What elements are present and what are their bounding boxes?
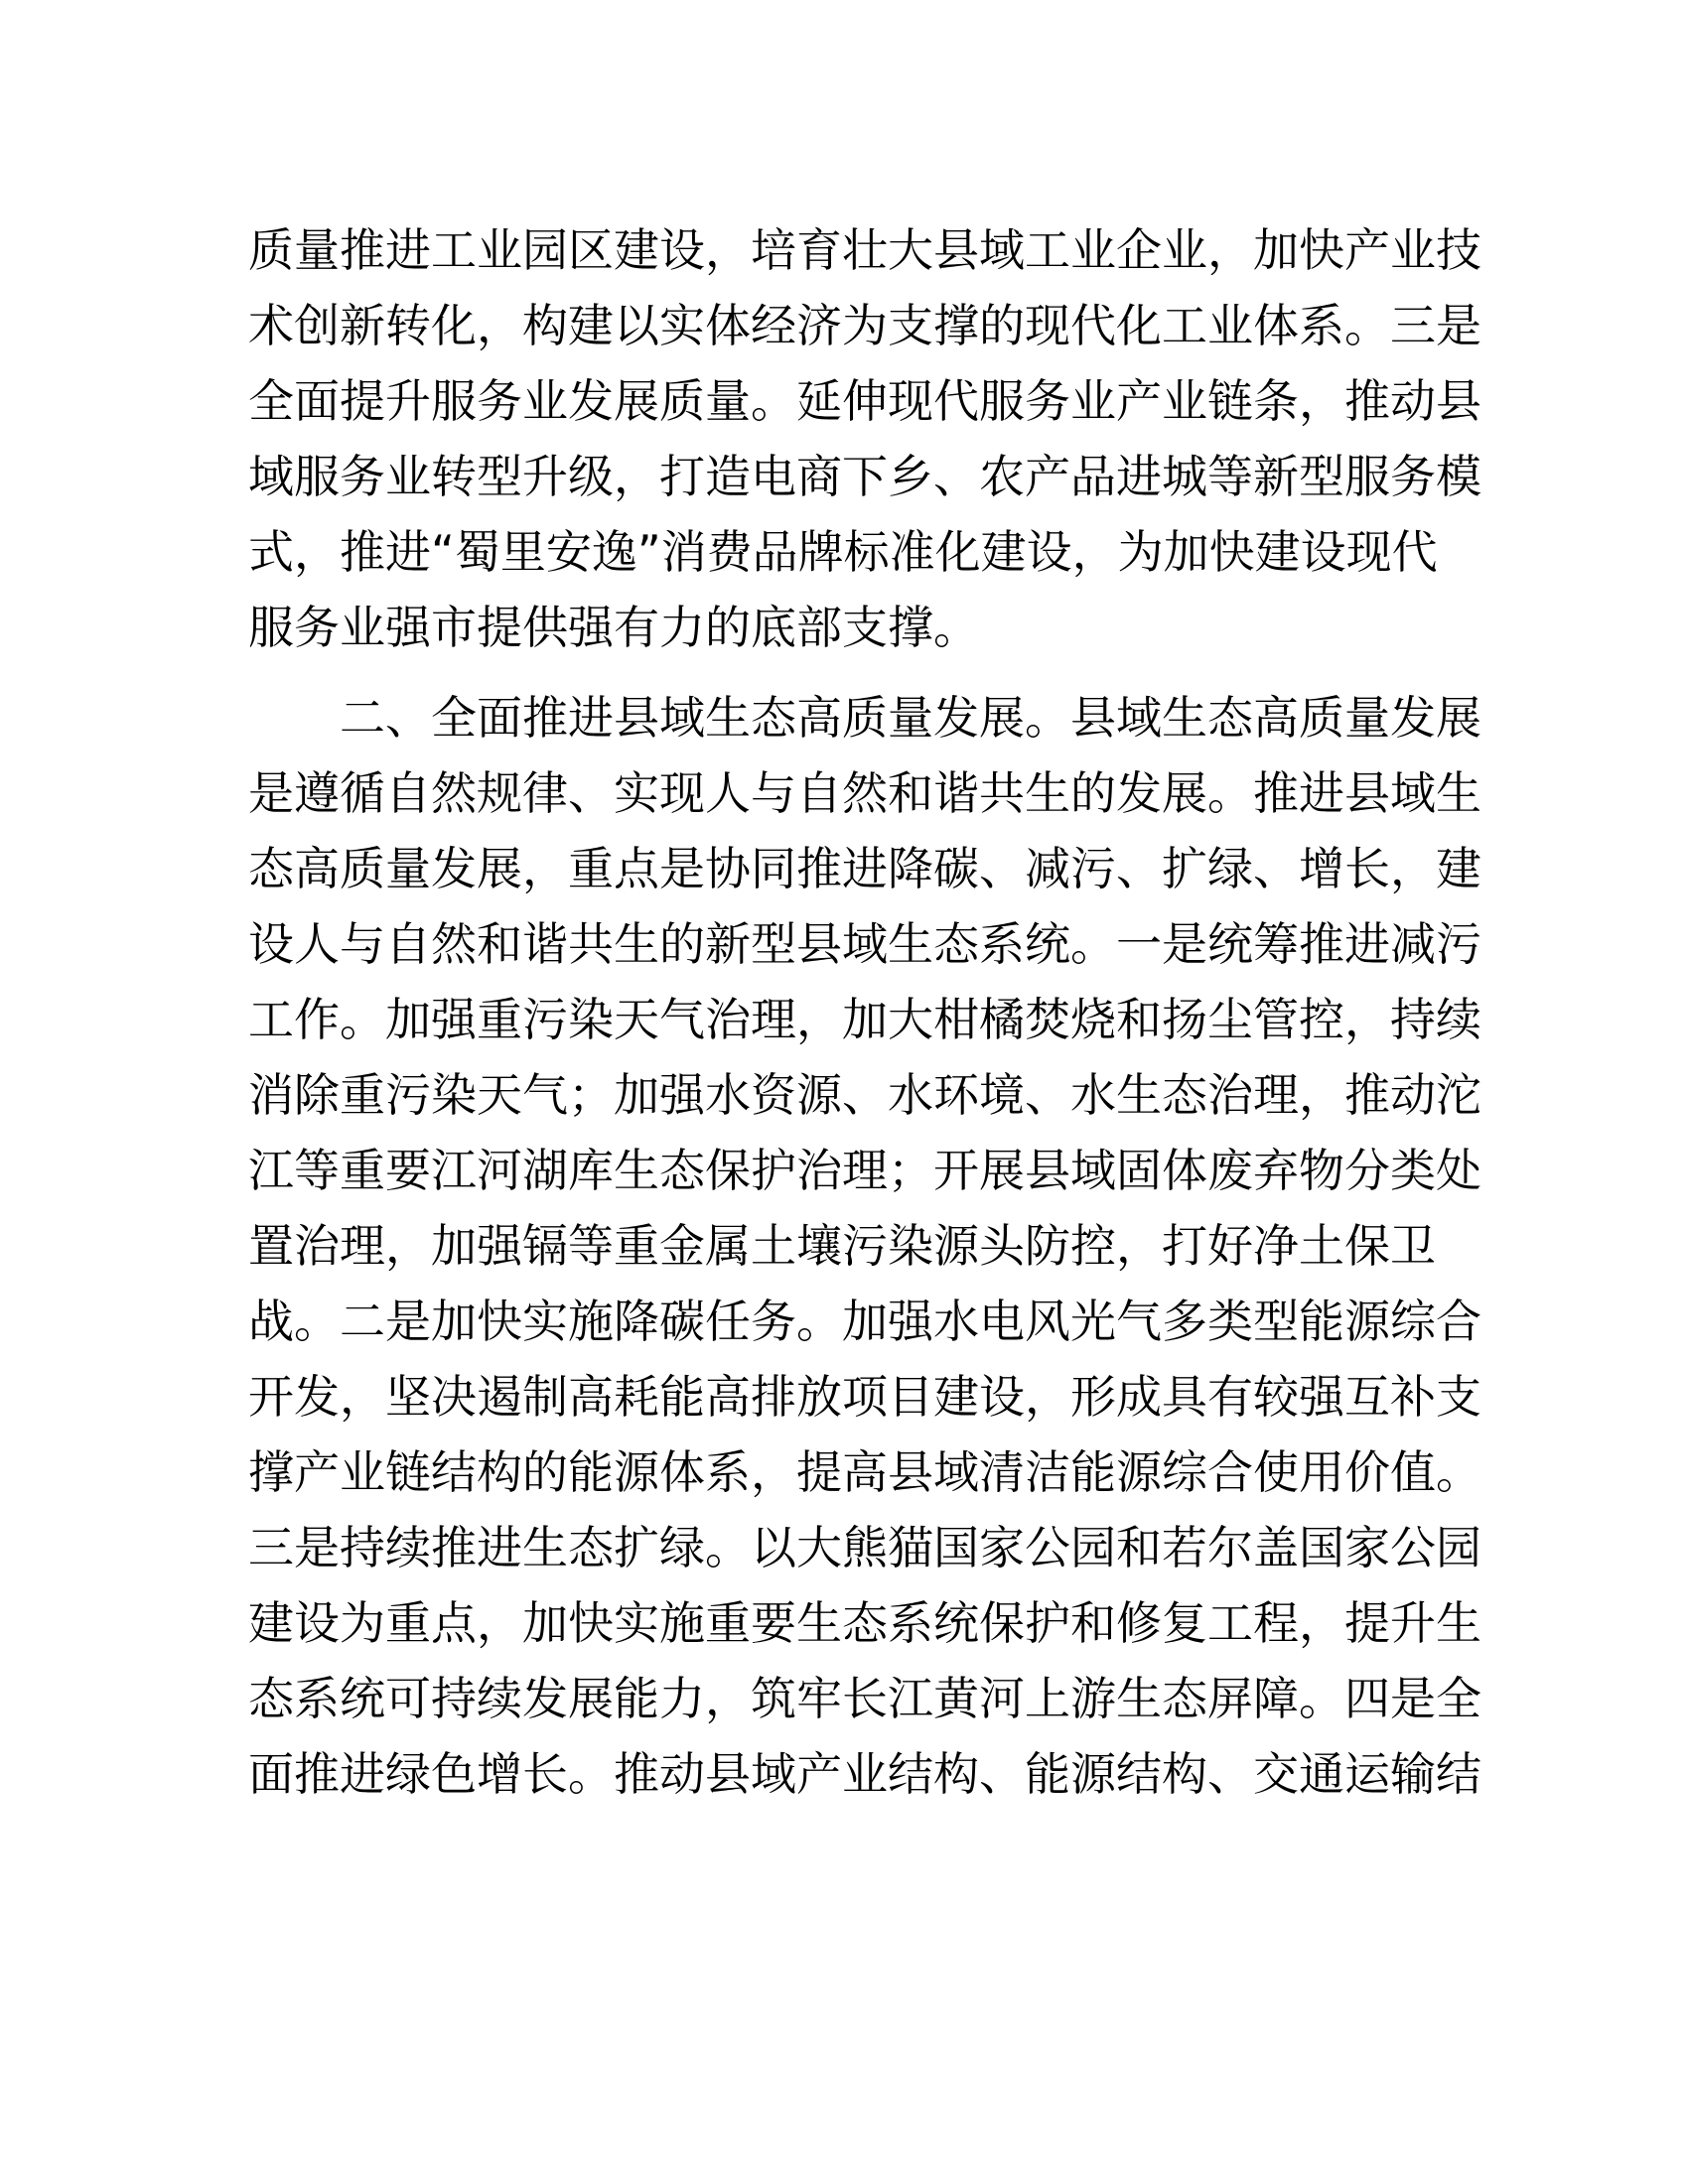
text-line: 置治理，加强镉等重金属土壤污染源头防控，打好净土保卫: [248, 1219, 1436, 1273]
text-line: 质量推进工业园区建设，培育壮大县域工业企业，加快产业技: [248, 223, 1481, 277]
paragraph-2: [248, 680, 1481, 1812]
text-line: 面推进绿色增长。推动县域产业结构、能源结构、交通运输结: [248, 1747, 1481, 1801]
text-line: 建设为重点，加快实施重要生态系统保护和修复工程，提升生: [248, 1596, 1481, 1650]
paragraph-spacer: [248, 665, 1435, 680]
document-page: [248, 212, 1481, 1812]
text-line: 消除重污染天气；加强水资源、水环境、水生态治理，推动沱: [248, 1068, 1481, 1122]
paragraph-1: [248, 212, 1481, 665]
text-line: 三是持续推进生态扩绿。以大熊猫国家公园和若尔盖国家公园: [248, 1521, 1481, 1574]
text-line: 域服务业转型升级，打造电商下乡、农产品进城等新型服务模: [248, 450, 1481, 503]
text-line: 全面提升服务业发展质量。延伸现代服务业产业链条，推动县: [248, 374, 1481, 428]
text-line: 设人与自然和谐共生的新型县域生态系统。一是统筹推进减污: [248, 917, 1481, 971]
text-line: 撑产业链结构的能源体系，提高县域清洁能源综合使用价值。: [248, 1445, 1481, 1499]
text-line: 开发，坚决遏制高耗能高排放项目建设，形成具有较强互补支: [248, 1370, 1481, 1424]
text-line: 是遵循自然规律、实现人与自然和谐共生的发展。推进县域生: [248, 766, 1481, 820]
text-line: 式，推进“蜀里安逸”消费品牌标准化建设，为加快建设现代: [248, 525, 1438, 579]
text-line: 江等重要江河湖库生态保护治理；开展县域固体废弃物分类处: [248, 1144, 1481, 1197]
text-line: 态高质量发展，重点是协同推进降碳、减污、扩绿、增长，建: [248, 842, 1481, 895]
text-line: 战。二是加快实施降碳任务。加强水电风光气多类型能源综合: [248, 1295, 1481, 1348]
text-line: 术创新转化，构建以实体经济为支撑的现代化工业体系。三是: [248, 299, 1481, 352]
text-line: 工作。加强重污染天气治理，加大柑橘焚烧和扬尘管控，持续: [248, 993, 1481, 1046]
text-line: 态系统可持续发展能力，筑牢长江黄河上游生态屏障。四是全: [248, 1672, 1481, 1725]
text-line: 服务业强市提供强有力的底部支撑。: [248, 601, 979, 654]
text-line: 二、全面推进县域生态高质量发展。县域生态高质量发展: [248, 691, 1481, 745]
